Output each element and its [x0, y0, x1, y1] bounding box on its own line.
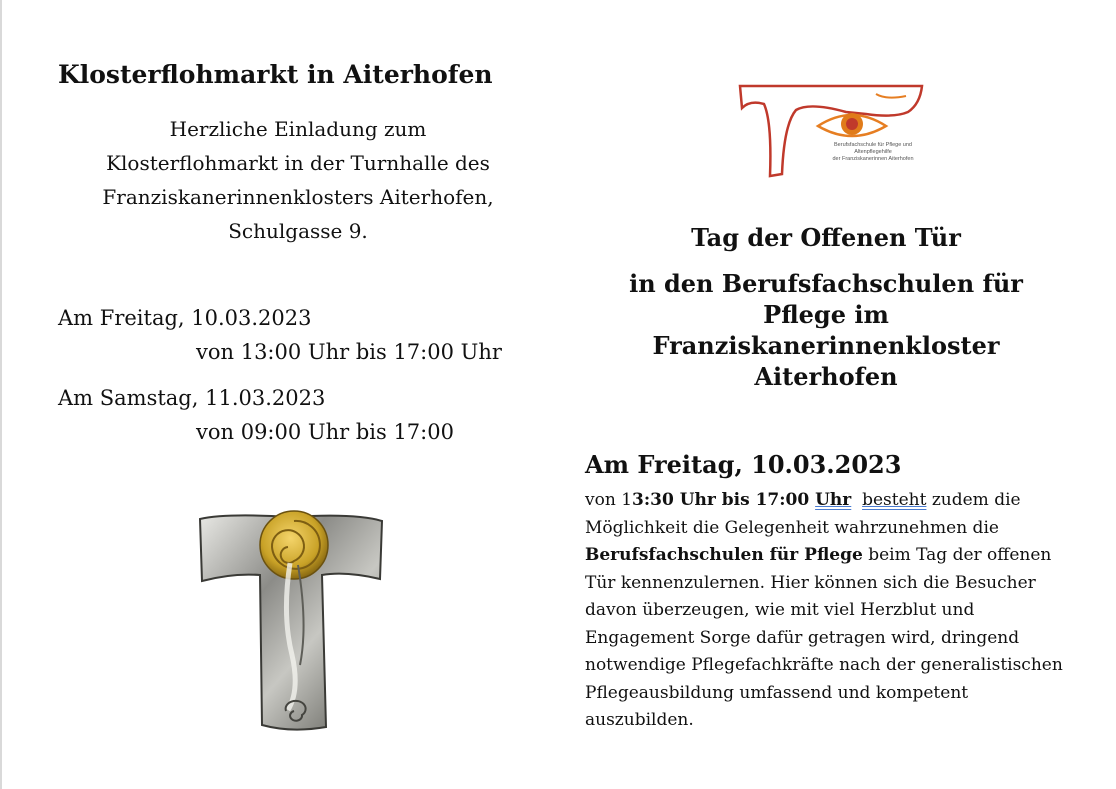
title-line: Pflege im — [763, 300, 889, 329]
body-uhr: Uhr — [815, 490, 852, 510]
invitation-line: Franziskanerinnenklosters Aiterhofen, — [102, 185, 494, 209]
title-line: Franziskanerinnenkloster — [652, 331, 1000, 360]
body-time: 3:30 Uhr bis 17:00 — [632, 490, 816, 510]
saturday-time: von 09:00 Uhr bis 17:00 — [196, 420, 454, 444]
invitation-line: Klosterflohmarkt in der Turnhalle des — [106, 151, 490, 175]
body-segment: von 1 — [585, 490, 633, 510]
open-day-date: Am Freitag, 10.03.2023 — [585, 450, 902, 479]
saturday-date: Am Samstag, 11.03.2023 — [58, 386, 326, 410]
body-segment: zudem die Möglichkeit die Gelegenheit wahrzunehmen die — [585, 490, 1021, 538]
title-line: in den Berufsfachschulen für — [629, 269, 1023, 298]
invitation-text — [60, 112, 536, 248]
tau-cross-image — [196, 505, 386, 733]
open-day-title — [610, 222, 1042, 392]
body-segment: beim Tag der offenen Tür kennenzulernen. Hier können sich die Besucher davon überzeugen, wie mit viel Herzblut und Engagement Sorge dafür getragen wird, dringend notwendige Pflegefachkräfte nach der generalistischen Pflegeausbildung umfassend und kompetent auszubilden. — [585, 545, 1063, 730]
invitation-line: Herzliche Einladung zum — [169, 117, 427, 141]
logo-caption — [818, 142, 928, 163]
invitation-line: Schulgasse 9. — [228, 219, 368, 243]
title-line: Tag der Offenen Tür — [691, 223, 961, 252]
body-schools: Berufsfachschulen für Pflege — [585, 545, 863, 565]
friday-date: Am Freitag, 10.03.2023 — [58, 306, 312, 330]
school-logo — [736, 82, 926, 178]
body-besteht: besteht — [862, 490, 927, 510]
title-line: Aiterhofen — [754, 362, 898, 391]
page-edge — [0, 0, 2, 789]
flohmarkt-title: Klosterflohmarkt in Aiterhofen — [58, 60, 493, 89]
logo-caption-line: Berufsfachschule für Pflege und Altenpflegehilfe — [834, 142, 912, 155]
friday-time: von 13:00 Uhr bis 17:00 Uhr — [196, 340, 502, 364]
logo-caption-line: der Franziskanerinnen Aiterhofen — [832, 156, 914, 162]
open-day-description — [585, 487, 1075, 735]
